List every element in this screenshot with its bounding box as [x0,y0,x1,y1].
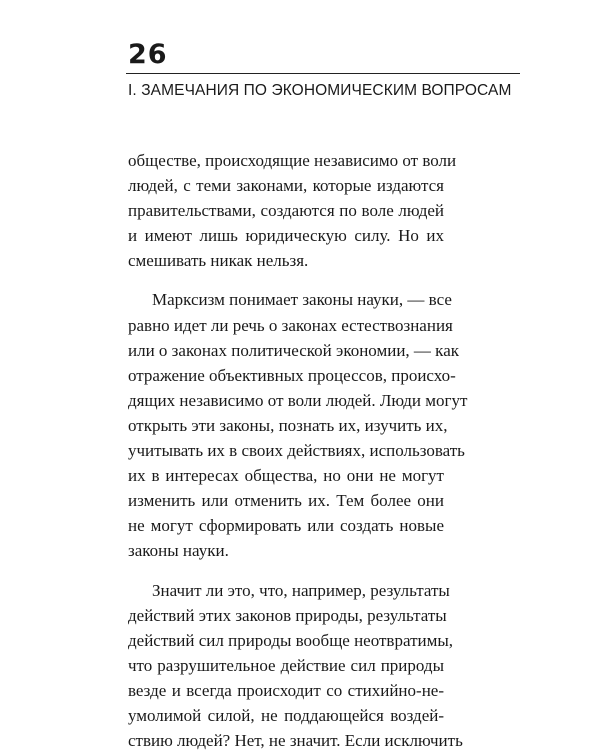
text-line: действий этих законов природы, результаты [128,603,444,628]
page-number: 26 [128,40,168,70]
text-line: умолимой силой, не поддающейся воздей- [128,703,444,728]
paragraph [128,578,444,753]
text-line: обществе, происходящие независимо от воли [128,148,444,173]
paragraph-gap [128,564,444,578]
paragraph [128,148,444,273]
running-head: I. ЗАМЕЧАНИЯ ПО ЭКОНОМИЧЕСКИМ ВОПРОСАМ [128,81,511,101]
text-line: действий сил природы вообще неотвратимы, [128,628,444,653]
body-text [128,148,444,753]
text-line: ствию людей? Нет, не значит. Если исключить [128,728,444,753]
text-line: равно идет ли речь о законах естествознания [128,313,444,338]
text-line: не могут сформировать или создать новые [128,513,444,538]
text-line: или о законах политической экономии, — как [128,338,444,363]
text-line: их в интересах общества, но они не могут [128,463,444,488]
text-line: правительствами, создаются по воле людей [128,198,444,223]
text-line: и имеют лишь юридическую силу. Но их [128,223,444,248]
text-line: отражение объективных процессов, происхо- [128,363,444,388]
text-line: открыть эти законы, познать их, изучить их, [128,413,444,438]
paragraph-gap [128,273,444,287]
text-line: законы науки. [128,538,444,563]
text-line: Марксизм понимает законы науки, — все [128,287,444,312]
text-line: что разрушительное действие сил природы [128,653,444,678]
text-line: Значит ли это, что, например, результаты [128,578,444,603]
text-line: дящих независимо от воли людей. Люди могут [128,388,444,413]
text-line: учитывать их в своих действиях, использовать [128,438,444,463]
text-line: смешивать никак нельзя. [128,248,444,273]
text-line: людей, с теми законами, которые издаются [128,173,444,198]
paragraph [128,287,444,563]
text-line: везде и всегда происходит со стихийно-не- [128,678,444,703]
text-line: изменить или отменить их. Тем более они [128,488,444,513]
header-rule [126,73,520,74]
